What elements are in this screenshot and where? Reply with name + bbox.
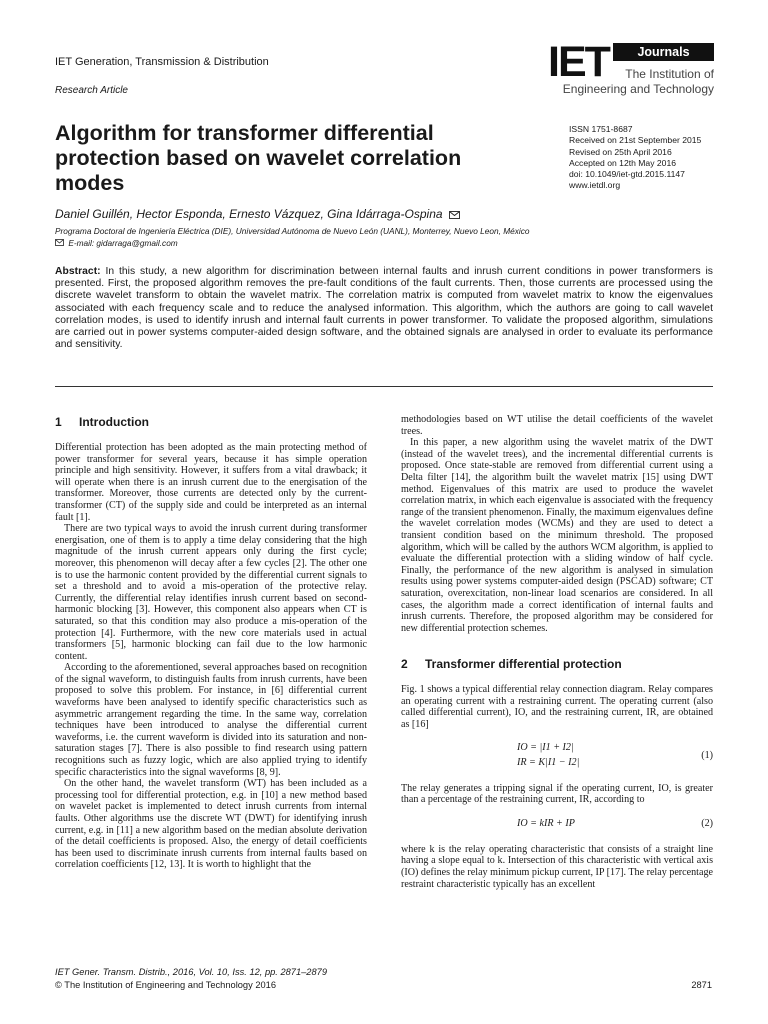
authors-text: Daniel Guillén, Hector Esponda, Ernesto Vázquez, Gina Idárraga-Ospina bbox=[55, 207, 443, 221]
footer-citation-block bbox=[55, 966, 327, 991]
revised-date: Revised on 25th April 2016 bbox=[569, 146, 672, 157]
abstract bbox=[55, 266, 713, 351]
logo-institution-line2: Engineering and Technology bbox=[562, 82, 714, 96]
issn: ISSN 1751-8687 bbox=[569, 124, 633, 134]
equation-1 bbox=[401, 739, 713, 775]
section-1-title: Introduction bbox=[79, 415, 149, 429]
page-number: 2871 bbox=[691, 980, 712, 990]
website-link[interactable]: www.ietdl.org bbox=[569, 180, 621, 191]
paragraph: There are two typical ways to avoid the inrush current during transformer energisation, one of them is to apply a time delay considering that the high magnitude of the inrush current appears only during the first cycle; moreover, this phenomenon will decay after a few cycles [2]. The other one is to use the harmonic content provided by the differential current signals to set a threshold and to avoid a mis-operation of the protective relay. Currently, the differential relay identifies inrush current based on second-harmonic blocking [3]. However, this component also appears when CT is saturated, so that this condition may also produce a mis-operation of the protection [4]. Furthermore, with the new core materials used in actual transformers [5], harmonic blocking can fail due to the low harmonic content. bbox=[55, 523, 367, 662]
paragraph: On the other hand, the wavelet transform (WT) has been included as a processing tool for differential protection, e.g. in [10] a new method based on wavelet packet is implemented to detect inrush currents from internal faults. Other algorithms use the discrete WT (DWT) for identifying inrush current, e.g. in [11] a new algorithm based on the median absolute derivation of the detail coefficients is proposed. Also, the energy of detail coefficients has been used to discriminate inrush currents from internal faults based on correlation coefficients [12, 13]. It is worth to highlight that the bbox=[55, 778, 367, 871]
equation-2-line: IO = kIR + IP bbox=[517, 817, 575, 829]
paragraph: Differential protection has been adopted as the main protecting method of power transformer for several years, because it has simple operation principle and high sensitivity. However, it suffers from a vital drawback; it will operate when there is an inrush current due to the energisation of the transformer. Moreover, those currents are detected only by the current-transformer (CT) of the supply side and could be interpreted as an internal fault [1]. bbox=[55, 442, 367, 523]
footer-citation: IET Gener. Transm. Distrib., 2016, Vol. 10, Iss. 12, pp. 2871–2879 bbox=[55, 967, 327, 977]
journal-name: IET Generation, Transmission & Distribution bbox=[55, 56, 269, 68]
equation-2-number: (2) bbox=[701, 817, 713, 829]
section-2-title: Transformer differential protection bbox=[425, 657, 622, 672]
equation-2 bbox=[401, 814, 713, 836]
affiliation-block bbox=[55, 226, 715, 249]
email-line bbox=[55, 238, 715, 250]
section-2-number: 2 bbox=[401, 657, 408, 672]
left-column bbox=[55, 414, 367, 871]
accepted-date: Accepted on 12th May 2016 bbox=[569, 157, 677, 168]
logo-journals-label: Journals bbox=[613, 43, 714, 61]
abstract-divider bbox=[55, 386, 713, 387]
abstract-text: In this study, a new algorithm for discrimination between internal faults and inrush current conditions in power transformers is presented. First, the proposed algorithm removes the pre-fault conditions of the fault currents. Then, those currents are processed using the discrete wavelet transform to obtain the wavelet matrix. The correlation matrix is computed from wavelet matrix to know the eigenvalues associated with each frequency scale and to reduce the analysed information. This algorithm, which the authors are going to call wavelet correlation modes, is used to identify inrush and internal fault currents in power transformer. To validate the proposed algorithm, simulations are carried out in power systems computer-aided design software, and the obtained signals are analysed in order to evaluate its performance and sensitivity. bbox=[55, 266, 713, 351]
abstract-label: Abstract: bbox=[55, 266, 101, 277]
footer-copyright: © The Institution of Engineering and Technology 2016 bbox=[55, 979, 277, 990]
paragraph: methodologies based on WT utilise the detail coefficients of the wavelet trees. bbox=[401, 414, 713, 437]
paper-title: Algorithm for transformer differential protection based on wavelet correlation modes bbox=[55, 121, 462, 195]
iet-journals-logo bbox=[548, 38, 714, 98]
author-list bbox=[55, 207, 460, 222]
envelope-icon bbox=[55, 238, 64, 250]
envelope-icon[interactable] bbox=[449, 208, 460, 222]
doi[interactable]: doi: 10.1049/iet-gtd.2015.1147 bbox=[569, 169, 685, 180]
affiliation: Programa Doctoral de Ingeniería Eléctrica (DIE), Universidad Autónoma de Nuevo León (UANL), Monterrey, Nuevo Leon, México bbox=[55, 226, 530, 236]
paragraph: where k is the relay operating characteristic that consists of a straight line having a slope equal to k. Intersection of this characteristic with vertical axis (IO) defines the relay minimum pickup current, IP [17]. The relay percentage restraint characteristic typically has an excellent bbox=[401, 843, 713, 890]
email[interactable]: E-mail: gidarraga@gmail.com bbox=[68, 237, 178, 248]
paragraph: According to the aforementioned, several approaches based on recognition of the signal waveform, to distinguish faults from inrush currents, have been proposed to solve this problem. For instance, in [6] differential current waveforms have been analysed to identify specific characteristics such as asymmetric arrangement regarding the time. In the same way, correlation techniques have been introduced to analyse the differential current waveforms, i.e. the current waveform is divided into its saturation and non-saturation stages [7]. There is also possible to find research using pattern recognitions such as fuzzy logic, which are also applied trying to identify specific characteristics into the signal waveforms [8, 9]. bbox=[55, 662, 367, 778]
logo-iet-text: IET bbox=[548, 38, 609, 86]
paragraph: Fig. 1 shows a typical differential relay connection diagram. Relay compares an operating current with a restraining current. The operating current (also called differential current), IO, and the restraining current, IR, are obtained as [16] bbox=[401, 684, 713, 731]
article-meta bbox=[569, 124, 701, 192]
section-2-heading bbox=[401, 656, 713, 672]
paragraph: The relay generates a tripping signal if the operating current, IO, is greater than a percentage of the restraining current, IR, according to bbox=[401, 782, 713, 806]
section-1-heading bbox=[55, 414, 367, 430]
equation-1-line-2: IR = K|I1 − I2| bbox=[517, 756, 580, 768]
right-column bbox=[401, 414, 713, 890]
section-1-number: 1 bbox=[55, 415, 62, 429]
paragraph: In this paper, a new algorithm using the wavelet matrix of the DWT (instead of the wavelet trees), and the incremental differential currents is proposed. Once state-stable are removed from differential current using a Delta filter [14], the algorithm built the wavelet matrix [15] using DWT method. Eigenvalues of this matrix are used to produce the wavelet correlation matrix, in which each eigenvalue is associated with the frequency range of the transient phenomenon. Finally, the maximum eigenvalues define the wavelet correlation modes (WCMs) and they are used to detect a transient condition based on the minimum threshold. The proposed algorithm, which will be called by the authors WCM algorithm, is applied to evaluate the differential protection with a sliding window of half cycle. Finally, the performance of the new algorithm is analysed in simulation results using power systems computer-aided design (PSCAD) software; CT saturation, overexcitation, non-linear load scenarios are considered. In all cases, the algorithm made a correct identification of internal faults and inrush currents. Therefore, the proposed algorithm may be considered for new differential protection schemes. bbox=[401, 437, 713, 634]
received-date: Received on 21st September 2015 bbox=[569, 135, 702, 146]
logo-institution-line1: The Institution of bbox=[625, 67, 714, 81]
equation-1-number: (1) bbox=[701, 749, 713, 761]
equation-1-line-1: IO = |I1 + I2| bbox=[517, 741, 574, 753]
article-type: Research Article bbox=[55, 85, 128, 96]
